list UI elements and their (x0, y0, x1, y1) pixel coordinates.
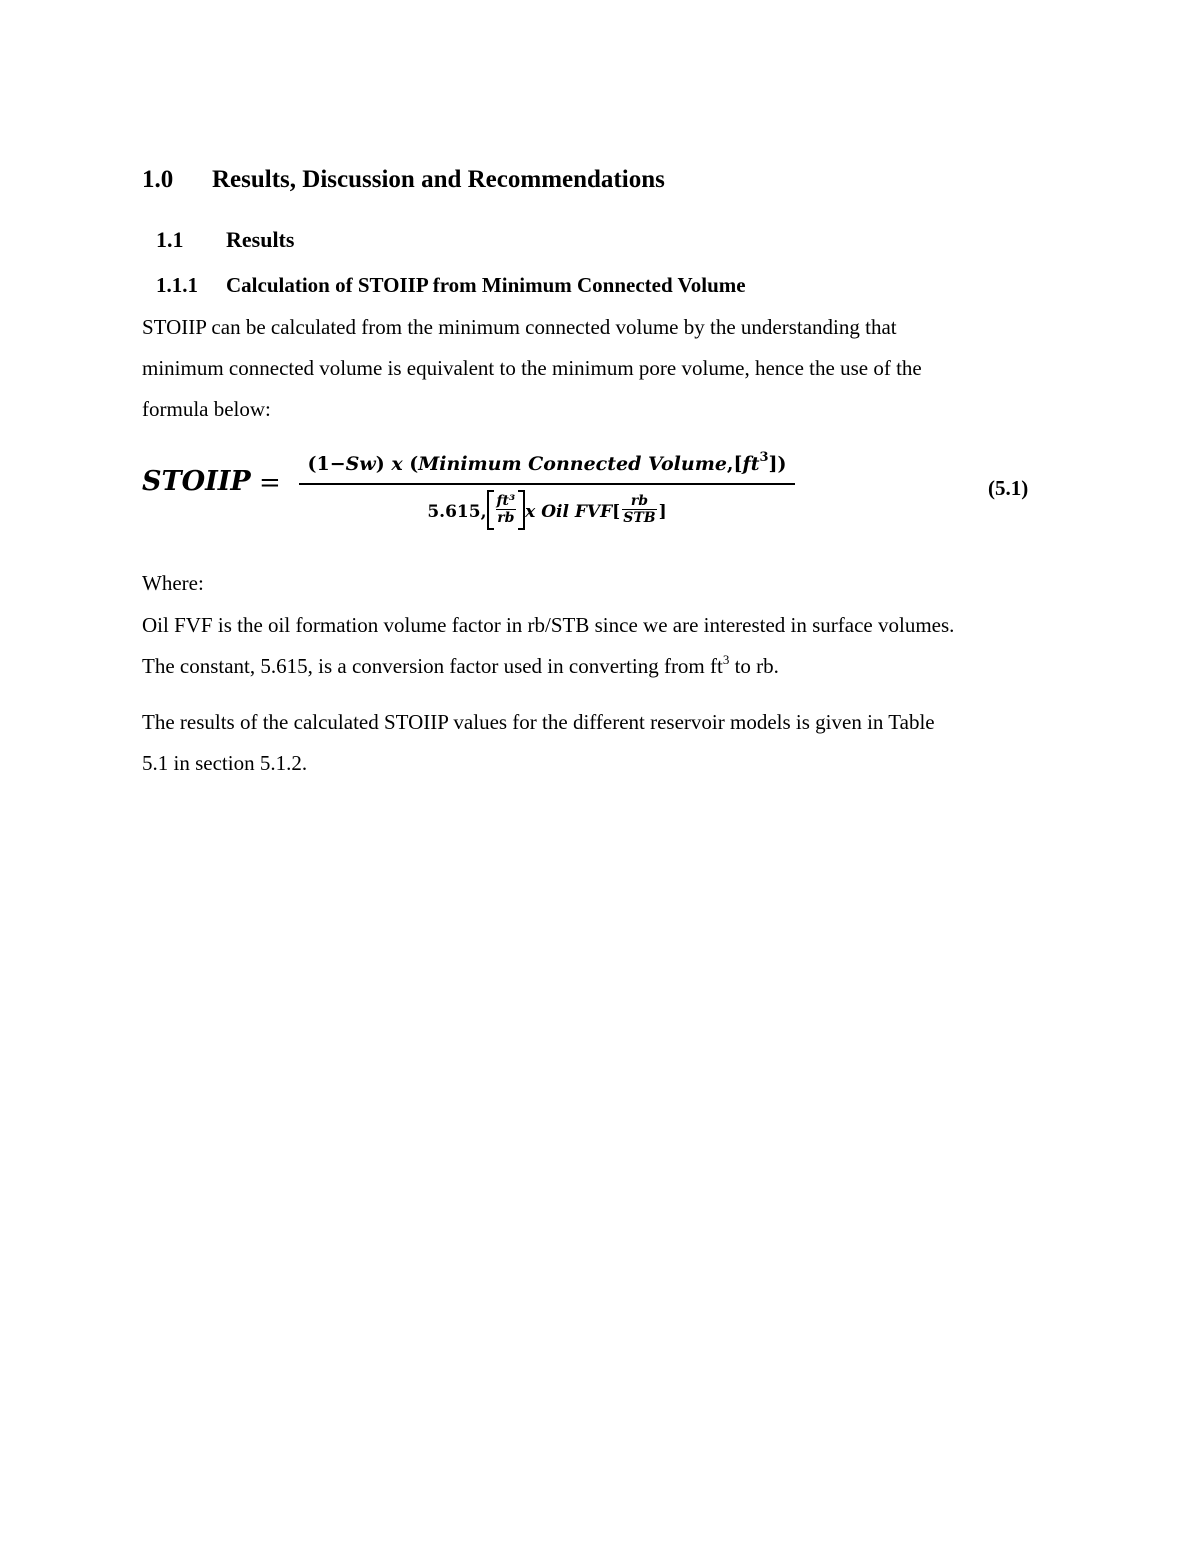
ft3-unit: ft³ (496, 493, 516, 509)
right-bracket (518, 490, 525, 530)
denominator-open-bracket: [ (612, 502, 621, 522)
rb-unit-top: rb (622, 493, 656, 510)
equation-lhs: STOIIP (142, 466, 251, 497)
stoiip-equation (142, 446, 1042, 546)
intro-line-1: STOIIP can be calculated from the minimum connected volume by the understanding that (142, 315, 897, 339)
heading-1-title: Results, Discussion and Recommendations (212, 166, 665, 193)
where-label: Where: (142, 571, 204, 595)
left-bracket (487, 490, 494, 530)
explanation-paragraph (142, 605, 954, 687)
explanation-line-2-end: to rb. (729, 654, 779, 678)
numerator-variable: Minimum Connected Volume (418, 453, 727, 475)
numerator-times: x (391, 453, 403, 475)
numerator-part-a: (1− (307, 453, 346, 475)
denominator-variable: Oil FVF (541, 502, 613, 522)
ft3-per-rb-fraction (494, 493, 519, 526)
numerator-sw: Sw (345, 453, 376, 475)
equation-numerator (299, 446, 795, 482)
numerator-part-b: ) (375, 453, 392, 475)
intro-paragraph (142, 307, 922, 430)
equation-denominator (299, 489, 795, 535)
equation-equals-sign: = (259, 468, 281, 498)
equation-fraction-bar (299, 483, 795, 485)
results-line-2: 5.1 in section 5.1.2. (142, 751, 308, 775)
equation-fraction (299, 446, 795, 535)
numerator-part-e: ]) (768, 453, 787, 475)
numerator-exponent: 3 (759, 450, 769, 465)
heading-1-number: 1.0 (142, 166, 174, 193)
rb-unit: rb (497, 510, 515, 526)
stb-unit: STB (623, 510, 656, 526)
rb-per-stb-fraction (620, 493, 658, 526)
numerator-unit: ft (742, 453, 760, 475)
heading-level-2 (156, 227, 294, 253)
denominator-constant: 5.615, (427, 502, 487, 522)
heading-level-3 (156, 273, 746, 298)
results-paragraph (142, 702, 935, 784)
numerator-part-d: ,[ (726, 453, 743, 475)
intro-line-3: formula below: (142, 397, 271, 421)
numerator-part-c: ( (402, 453, 419, 475)
heading-3-number: 1.1.1 (156, 273, 198, 297)
heading-2-number: 1.1 (156, 227, 184, 252)
intro-line-2: minimum connected volume is equivalent to the minimum pore volume, hence the use of the (142, 356, 922, 380)
results-line-1: The results of the calculated STOIIP values for the different reservoir models is given in Table (142, 710, 935, 734)
heading-level-1 (142, 166, 665, 194)
explanation-line-1: Oil FVF is the oil formation volume factor in rb/STB since we are interested in surface volumes. (142, 613, 955, 637)
denominator-close-bracket: ] (658, 502, 667, 522)
heading-3-title: Calculation of STOIIP from Minimum Connected Volume (226, 273, 746, 297)
explanation-line-2 (142, 646, 954, 687)
explanation-line-2-text: The constant, 5.615, is a conversion factor used in converting from ft (142, 654, 723, 678)
heading-2-title: Results (226, 227, 295, 252)
denominator-times: x (525, 502, 536, 522)
equation-number: (5.1) (988, 476, 1029, 500)
explanation-superscript: 3 (722, 652, 730, 667)
